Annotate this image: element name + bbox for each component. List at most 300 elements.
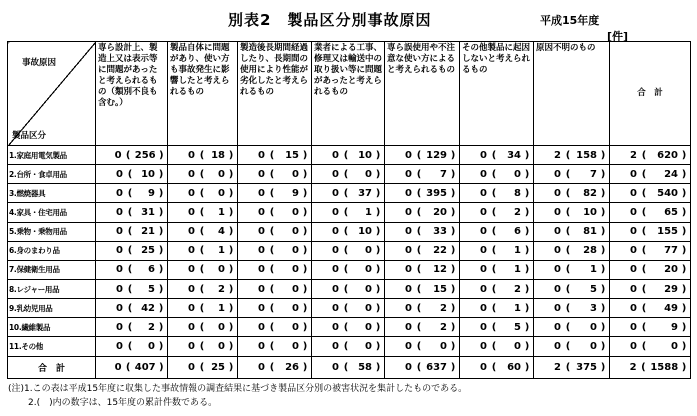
table-cell — [534, 318, 610, 337]
table-cell — [460, 222, 534, 241]
close-paren: ) — [450, 149, 456, 161]
table-cell — [610, 241, 691, 260]
open-paren: ( — [269, 149, 275, 161]
row-label: 10.繊維製品 — [8, 318, 96, 337]
open-paren: ( — [565, 321, 571, 333]
cumulative-count: 34 — [507, 149, 521, 161]
annual-count: 0 — [258, 321, 265, 333]
cumulative-count: 0 — [365, 283, 372, 295]
table-cell — [534, 222, 610, 241]
close-paren: ) — [600, 245, 606, 257]
close-paren: ) — [681, 283, 687, 295]
cumulative-count: 65 — [664, 206, 678, 218]
annual-count: 0 — [630, 226, 637, 238]
open-paren: ( — [269, 187, 275, 199]
open-paren: ( — [127, 283, 133, 295]
annual-count: 0 — [405, 226, 412, 238]
open-paren: ( — [343, 321, 349, 333]
annual-count: 0 — [405, 321, 412, 333]
close-paren: ) — [524, 206, 530, 218]
fiscal-year: 平成15年度 — [540, 14, 600, 27]
open-paren: ( — [491, 340, 497, 352]
annual-count: 0 — [188, 264, 195, 276]
annual-count: 0 — [188, 226, 195, 238]
open-paren: ( — [641, 168, 647, 180]
table-cell — [168, 184, 238, 203]
cumulative-count: 21 — [141, 226, 155, 238]
open-paren: ( — [416, 264, 422, 276]
annual-count: 0 — [258, 226, 265, 238]
open-paren: ( — [199, 187, 205, 199]
header-cause-label: 事故原因 — [22, 58, 57, 68]
annual-count: 0 — [332, 340, 339, 352]
table-row — [8, 146, 691, 165]
open-paren: ( — [127, 187, 133, 199]
cumulative-count: 129 — [426, 149, 447, 161]
open-paren: ( — [343, 302, 349, 314]
open-paren: ( — [343, 226, 349, 238]
table-cell — [312, 279, 385, 298]
header-col-unknown: 原因不明のもの — [534, 42, 610, 146]
annual-count: 0 — [116, 168, 123, 180]
table-row — [8, 337, 691, 356]
cumulative-count: 620 — [657, 149, 678, 161]
table-cell — [385, 356, 460, 378]
cumulative-count: 1 — [365, 206, 372, 218]
close-paren: ) — [600, 206, 606, 218]
close-paren: ) — [228, 302, 234, 314]
close-paren: ) — [681, 149, 687, 161]
open-paren: ( — [343, 264, 349, 276]
row-label: 1.家庭用電気製品 — [8, 146, 96, 165]
table-cell — [238, 356, 312, 378]
open-paren: ( — [565, 168, 571, 180]
table-cell — [168, 279, 238, 298]
header-col-total: 合 計 — [610, 42, 691, 146]
table-cell — [238, 184, 312, 203]
table-cell — [610, 222, 691, 241]
cumulative-count: 1 — [590, 264, 597, 276]
table-cell — [96, 184, 168, 203]
table-cell — [385, 241, 460, 260]
annual-count: 0 — [188, 321, 195, 333]
open-paren: ( — [127, 168, 133, 180]
annual-count: 0 — [630, 264, 637, 276]
close-paren: ) — [228, 340, 234, 352]
table-cell — [238, 260, 312, 279]
cumulative-count: 42 — [141, 302, 155, 314]
annual-count: 0 — [630, 168, 637, 180]
table-cell — [385, 222, 460, 241]
close-paren: ) — [375, 302, 381, 314]
footnote-2: 2.( )内の数字は、15年度の累計件数である。 — [28, 398, 218, 408]
close-paren: ) — [450, 206, 456, 218]
cumulative-count: 4 — [218, 226, 225, 238]
cumulative-count: 24 — [664, 168, 678, 180]
annual-count: 0 — [332, 245, 339, 257]
cumulative-count: 10 — [358, 149, 372, 161]
close-paren: ) — [375, 168, 381, 180]
cumulative-count: 15 — [285, 149, 299, 161]
close-paren: ) — [600, 361, 606, 373]
open-paren: ( — [269, 283, 275, 295]
cumulative-count: 9 — [148, 187, 155, 199]
cumulative-count: 395 — [426, 187, 447, 199]
close-paren: ) — [158, 187, 164, 199]
open-paren: ( — [491, 361, 497, 373]
cumulative-count: 26 — [285, 361, 299, 373]
open-paren: ( — [199, 168, 205, 180]
table-cell — [534, 356, 610, 378]
open-paren: ( — [416, 283, 422, 295]
close-paren: ) — [375, 264, 381, 276]
annual-count: 0 — [332, 149, 339, 161]
header-col-installation-repair: 業者による工事、修理又は輸送中の取り扱い等に問題があったと考えられるもの — [312, 42, 385, 146]
annual-count: 0 — [405, 168, 412, 180]
annual-count: 0 — [480, 321, 487, 333]
open-paren: ( — [491, 206, 497, 218]
close-paren: ) — [228, 321, 234, 333]
annual-count: 0 — [332, 187, 339, 199]
row-label: 2.台所・食卓用品 — [8, 165, 96, 184]
cumulative-count: 0 — [365, 340, 372, 352]
close-paren: ) — [228, 149, 234, 161]
close-paren: ) — [159, 361, 164, 373]
close-paren: ) — [158, 340, 164, 352]
annual-count: 0 — [405, 361, 412, 373]
table-cell — [168, 299, 238, 318]
table-cell — [534, 337, 610, 356]
annual-count: 0 — [188, 340, 195, 352]
table-cell — [96, 146, 168, 165]
close-paren: ) — [681, 206, 687, 218]
table-cell — [460, 337, 534, 356]
annual-count: 0 — [116, 283, 123, 295]
cumulative-count: 0 — [365, 321, 372, 333]
cumulative-count: 0 — [365, 168, 372, 180]
table-cell — [385, 260, 460, 279]
table-cell — [460, 299, 534, 318]
annual-count: 0 — [554, 283, 561, 295]
close-paren: ) — [524, 302, 530, 314]
annual-count: 0 — [405, 340, 412, 352]
close-paren: ) — [524, 245, 530, 257]
cumulative-count: 0 — [514, 168, 521, 180]
annual-count: 0 — [188, 168, 195, 180]
annual-count: 0 — [116, 226, 123, 238]
close-paren: ) — [228, 264, 234, 276]
open-paren: ( — [416, 302, 422, 314]
cumulative-count: 0 — [292, 264, 299, 276]
cumulative-count: 10 — [583, 206, 597, 218]
close-paren: ) — [158, 168, 164, 180]
close-paren: ) — [450, 361, 456, 373]
open-paren: ( — [565, 264, 571, 276]
close-paren: ) — [450, 302, 456, 314]
close-paren: ) — [524, 168, 530, 180]
cumulative-count: 20 — [664, 264, 678, 276]
table-cell — [385, 203, 460, 222]
cumulative-count: 28 — [583, 245, 597, 257]
open-paren: ( — [269, 226, 275, 238]
header-col-product-and-usage: 製品自体に問題があり、使い方も事故発生に影響したと考えられるもの — [168, 42, 238, 146]
open-paren: ( — [199, 340, 205, 352]
annual-count: 0 — [480, 283, 487, 295]
table-cell — [385, 299, 460, 318]
annual-count: 0 — [114, 361, 122, 373]
open-paren: ( — [127, 245, 133, 257]
annual-count: 0 — [554, 340, 561, 352]
close-paren: ) — [450, 168, 456, 180]
table-cell — [534, 260, 610, 279]
open-paren: ( — [565, 245, 571, 257]
table-cell — [460, 165, 534, 184]
close-paren: ) — [600, 226, 606, 238]
open-paren: ( — [199, 361, 205, 373]
close-paren: ) — [450, 283, 456, 295]
open-paren: ( — [125, 149, 131, 161]
close-paren: ) — [228, 168, 234, 180]
annual-count: 0 — [554, 168, 561, 180]
table-cell — [460, 203, 534, 222]
annual-count: 0 — [554, 321, 561, 333]
cumulative-count: 0 — [292, 321, 299, 333]
cumulative-count: 12 — [433, 264, 447, 276]
close-paren: ) — [159, 149, 164, 161]
row-label: 8.レジャー用品 — [8, 279, 96, 298]
annual-count: 0 — [258, 302, 265, 314]
open-paren: ( — [343, 149, 349, 161]
cumulative-count: 2 — [514, 283, 521, 295]
open-paren: ( — [641, 340, 647, 352]
table-cell — [96, 241, 168, 260]
table-cell — [534, 299, 610, 318]
cumulative-count: 2 — [218, 283, 225, 295]
annual-count: 0 — [630, 321, 637, 333]
close-paren: ) — [681, 226, 687, 238]
close-paren: ) — [681, 361, 687, 373]
open-paren: ( — [491, 283, 497, 295]
annual-count: 0 — [188, 149, 195, 161]
annual-count: 0 — [332, 226, 339, 238]
cumulative-count: 0 — [365, 264, 372, 276]
open-paren: ( — [269, 206, 275, 218]
cumulative-count: 2 — [148, 321, 155, 333]
open-paren: ( — [269, 168, 275, 180]
open-paren: ( — [416, 168, 422, 180]
cumulative-count: 540 — [657, 187, 678, 199]
annual-count: 0 — [116, 302, 123, 314]
open-paren: ( — [491, 302, 497, 314]
table-cell — [168, 318, 238, 337]
table-cell — [238, 203, 312, 222]
open-paren: ( — [343, 245, 349, 257]
table-cell — [610, 299, 691, 318]
open-paren: ( — [641, 187, 647, 199]
table-cell — [610, 279, 691, 298]
cumulative-count: 2 — [440, 302, 447, 314]
cumulative-count: 25 — [141, 245, 155, 257]
cumulative-count: 37 — [358, 187, 372, 199]
table-cell — [460, 356, 534, 378]
close-paren: ) — [375, 245, 381, 257]
header-col-misuse: 専ら誤使用や不注意な使い方によると考えられるもの — [385, 42, 460, 146]
open-paren: ( — [343, 340, 349, 352]
unit-label: [件] — [607, 30, 629, 43]
cumulative-count: 0 — [514, 340, 521, 352]
table-cell — [96, 260, 168, 279]
close-paren: ) — [450, 245, 456, 257]
cumulative-count: 5 — [590, 283, 597, 295]
table-cell — [238, 165, 312, 184]
cumulative-count: 31 — [141, 206, 155, 218]
cumulative-count: 15 — [433, 283, 447, 295]
annual-count: 0 — [630, 340, 637, 352]
table-row — [8, 279, 691, 298]
cumulative-count: 0 — [292, 206, 299, 218]
open-paren: ( — [343, 187, 349, 199]
close-paren: ) — [524, 321, 530, 333]
annual-count: 0 — [630, 206, 637, 218]
table-cell — [238, 318, 312, 337]
close-paren: ) — [302, 206, 308, 218]
cumulative-count: 6 — [514, 226, 521, 238]
annual-count: 0 — [480, 187, 487, 199]
table-row — [8, 299, 691, 318]
cumulative-count: 0 — [292, 226, 299, 238]
cumulative-count: 10 — [358, 226, 372, 238]
table-cell — [96, 279, 168, 298]
close-paren: ) — [600, 321, 606, 333]
row-label: 11.その他 — [8, 337, 96, 356]
close-paren: ) — [228, 226, 234, 238]
row-label: 7.保健衛生用品 — [8, 260, 96, 279]
table-cell — [610, 203, 691, 222]
header-col-deterioration: 製造後長期間経過したり、長期間の使用により性能が劣化したと考えられるもの — [238, 42, 312, 146]
cumulative-count: 0 — [218, 264, 225, 276]
annual-count: 0 — [258, 149, 265, 161]
close-paren: ) — [524, 149, 530, 161]
table-cell — [96, 222, 168, 241]
table-cell — [385, 337, 460, 356]
cumulative-count: 155 — [657, 226, 678, 238]
annual-count: 0 — [554, 302, 561, 314]
table-cell — [238, 241, 312, 260]
table-cell — [168, 241, 238, 260]
cumulative-count: 5 — [514, 321, 521, 333]
cumulative-count: 3 — [590, 302, 597, 314]
table-cell — [96, 299, 168, 318]
close-paren: ) — [302, 168, 308, 180]
annual-count: 0 — [188, 187, 195, 199]
header-corner — [8, 42, 96, 146]
annual-count: 0 — [405, 206, 412, 218]
close-paren: ) — [681, 168, 687, 180]
table-cell — [312, 318, 385, 337]
open-paren: ( — [491, 149, 497, 161]
close-paren: ) — [302, 245, 308, 257]
table-cell — [312, 337, 385, 356]
open-paren: ( — [269, 302, 275, 314]
open-paren: ( — [491, 321, 497, 333]
cumulative-count: 6 — [148, 264, 155, 276]
table-cell — [610, 165, 691, 184]
cumulative-count: 2 — [440, 321, 447, 333]
open-paren: ( — [343, 168, 349, 180]
cumulative-count: 60 — [507, 361, 521, 373]
annual-count: 0 — [258, 168, 265, 180]
cumulative-count: 0 — [218, 168, 225, 180]
open-paren: ( — [269, 245, 275, 257]
open-paren: ( — [269, 321, 275, 333]
table-cell — [610, 260, 691, 279]
cumulative-count: 0 — [365, 302, 372, 314]
open-paren: ( — [416, 321, 422, 333]
accident-cause-table — [7, 41, 691, 379]
table-cell — [534, 241, 610, 260]
open-paren: ( — [641, 302, 647, 314]
annual-count: 0 — [332, 321, 339, 333]
cumulative-count: 0 — [590, 321, 597, 333]
cumulative-count: 1 — [514, 302, 521, 314]
close-paren: ) — [681, 340, 687, 352]
annual-count: 2 — [630, 149, 637, 161]
cumulative-count: 22 — [433, 245, 447, 257]
annual-count: 0 — [332, 283, 339, 295]
open-paren: ( — [127, 264, 133, 276]
cumulative-count: 0 — [590, 340, 597, 352]
open-paren: ( — [641, 226, 647, 238]
table-row — [8, 203, 691, 222]
annual-count: 0 — [480, 361, 487, 373]
cumulative-count: 1 — [218, 206, 225, 218]
close-paren: ) — [302, 321, 308, 333]
table-header-row — [8, 42, 691, 146]
close-paren: ) — [375, 187, 381, 199]
row-label: 5.乗物・乗物用品 — [8, 222, 96, 241]
open-paren: ( — [565, 302, 571, 314]
open-paren: ( — [641, 321, 647, 333]
open-paren: ( — [565, 226, 571, 238]
table-cell — [96, 356, 168, 378]
cumulative-count: 33 — [433, 226, 447, 238]
annual-count: 0 — [332, 168, 339, 180]
open-paren: ( — [491, 245, 497, 257]
table-cell — [96, 203, 168, 222]
annual-count: 0 — [258, 283, 265, 295]
open-paren: ( — [491, 187, 497, 199]
close-paren: ) — [375, 340, 381, 352]
table-cell — [610, 318, 691, 337]
open-paren: ( — [343, 283, 349, 295]
annual-count: 0 — [405, 283, 412, 295]
close-paren: ) — [600, 283, 606, 295]
close-paren: ) — [450, 187, 456, 199]
annual-count: 0 — [554, 264, 561, 276]
table-cell — [385, 318, 460, 337]
annual-count: 0 — [630, 187, 637, 199]
close-paren: ) — [158, 245, 164, 257]
open-paren: ( — [127, 340, 133, 352]
cumulative-count: 81 — [583, 226, 597, 238]
open-paren: ( — [641, 206, 647, 218]
header-col-design-defect: 専ら設計上、製造上又は表示等に問題があったと考えられるもの（類別不良も含む。） — [96, 42, 168, 146]
table-cell — [385, 279, 460, 298]
close-paren: ) — [600, 168, 606, 180]
open-paren: ( — [199, 245, 205, 257]
table-cell — [238, 222, 312, 241]
cumulative-count: 77 — [664, 245, 678, 257]
